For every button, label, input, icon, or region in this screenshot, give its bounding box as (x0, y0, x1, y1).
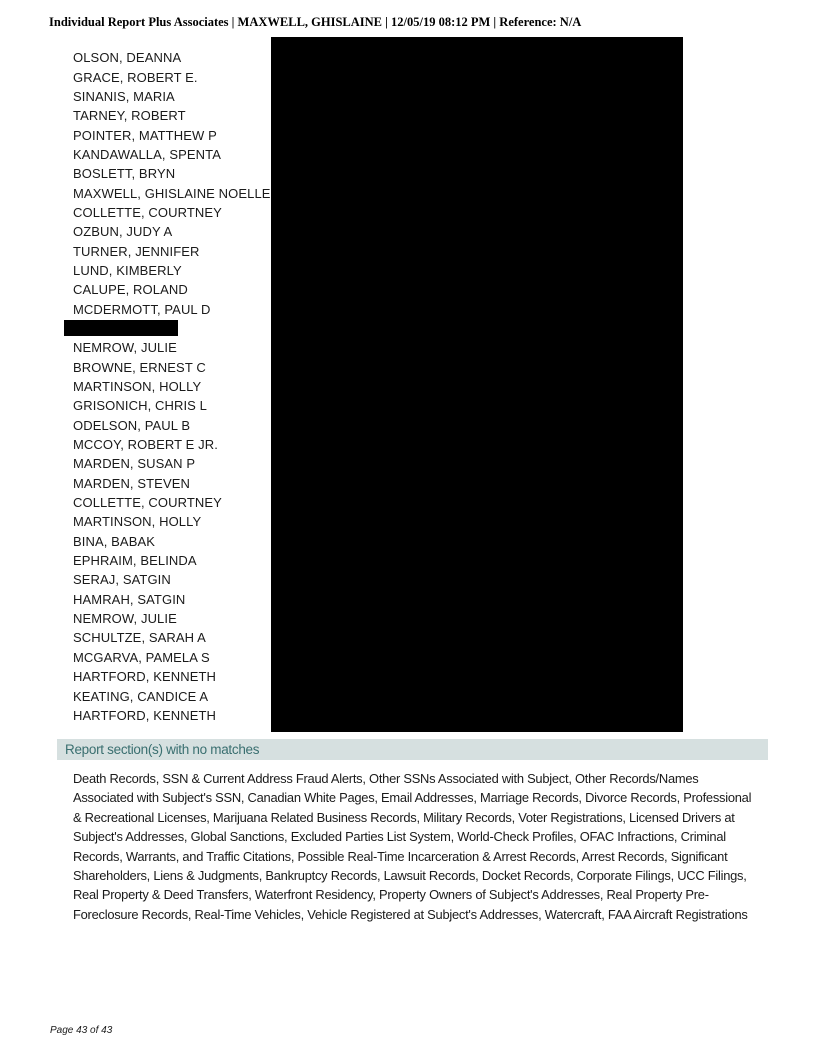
associate-name: HARTFORD, KENNETH (73, 707, 217, 723)
associate-name: NEMROW, JULIE (73, 611, 177, 627)
associate-name: MCDERMOTT, PAUL D (73, 301, 211, 317)
associate-name: KEATING, CANDICE A (73, 688, 209, 704)
associate-name: BROWNE, ERNEST C (73, 359, 206, 375)
associate-name: COLLETTE, COURTNEY (73, 204, 222, 220)
associate-name: OZBUN, JUDY A (73, 224, 173, 240)
associate-name: MCGARVA, PAMELA S (73, 649, 210, 665)
redacted-content-block (271, 37, 683, 732)
associate-name: SERAJ, SATGIN (73, 572, 171, 588)
redaction-bar (64, 320, 178, 336)
associate-name: MARDEN, SUSAN P (73, 456, 196, 472)
associate-name: CALUPE, ROLAND (73, 282, 188, 298)
associate-name: POINTER, MATTHEW P (73, 127, 217, 143)
associate-name: BOSLETT, BRYN (73, 166, 176, 182)
associate-name: MCCOY, ROBERT E JR. (73, 437, 218, 453)
associate-name: ODELSON, PAUL B (73, 417, 191, 433)
associate-name: EPHRAIM, BELINDA (73, 553, 197, 569)
associate-name: HARTFORD, KENNETH (73, 669, 217, 685)
associate-name: NEMROW, JULIE (73, 340, 177, 356)
associate-name: KANDAWALLA, SPENTA (73, 146, 221, 162)
associate-name: SCHULTZE, SARAH A (73, 630, 206, 646)
no-match-sections-text: Death Records, SSN & Current Address Fraud Alerts, Other SSNs Associated with Subject, Other Records/Names Associated with Subject's SSN, Canadian White Pages, Email Addresses, Marriage Records, Divorce Records, Professional & Recreational Licenses, Marijuana Related Business Records, Military Records, Voter Registrations, Licensed Drivers at Subject's Addresses, Global Sanctions, Excluded Parties List System, World-Check Profiles, OFAC Infractions, Criminal Records, Warrants, and Traffic Citations, Possible Real-Time Incarceration & Arrest Records, Arrest Records, Significant Shareholders, Liens & Judgments, Bankruptcy Records, Lawsuit Records, Docket Records, Corporate Filings, UCC Filings, Real Property & Deed Transfers, Waterfront Residency, Property Owners of Subject's Addresses, Real Property Pre-Foreclosure Records, Real-Time Vehicles, Vehicle Registered at Subject's Addresses, Watercraft, FAA Aircraft Registrations (73, 771, 752, 922)
redacted-name-entry (73, 319, 273, 338)
associate-name: MAXWELL, GHISLAINE NOELLE (73, 185, 271, 201)
associate-name: MARTINSON, HOLLY (73, 379, 202, 395)
associates-name-list (73, 48, 273, 725)
associate-name: MARTINSON, HOLLY (73, 514, 202, 530)
no-match-section-banner (57, 739, 768, 760)
page-number-footer: Page 43 of 43 (50, 1025, 113, 1036)
associate-name: COLLETTE, COURTNEY (73, 495, 222, 511)
no-match-section-title: Report section(s) with no matches (65, 742, 260, 757)
associate-name: MARDEN, STEVEN (73, 475, 190, 491)
associate-name: BINA, BABAK (73, 533, 156, 549)
associate-name: TARNEY, ROBERT (73, 108, 186, 124)
associate-name: TURNER, JENNIFER (73, 243, 200, 259)
associate-name: SINANIS, MARIA (73, 88, 175, 104)
associate-name: GRISONICH, CHRIS L (73, 398, 207, 414)
associate-name: OLSON, DEANNA (73, 50, 182, 66)
associate-name: GRACE, ROBERT E. (73, 69, 198, 85)
report-title-header: Individual Report Plus Associates | MAXWELL, GHISLAINE | 12/05/19 08:12 PM | Reference: N/A (49, 15, 582, 29)
associate-name: HAMRAH, SATGIN (73, 591, 186, 607)
associate-name: LUND, KIMBERLY (73, 262, 182, 278)
